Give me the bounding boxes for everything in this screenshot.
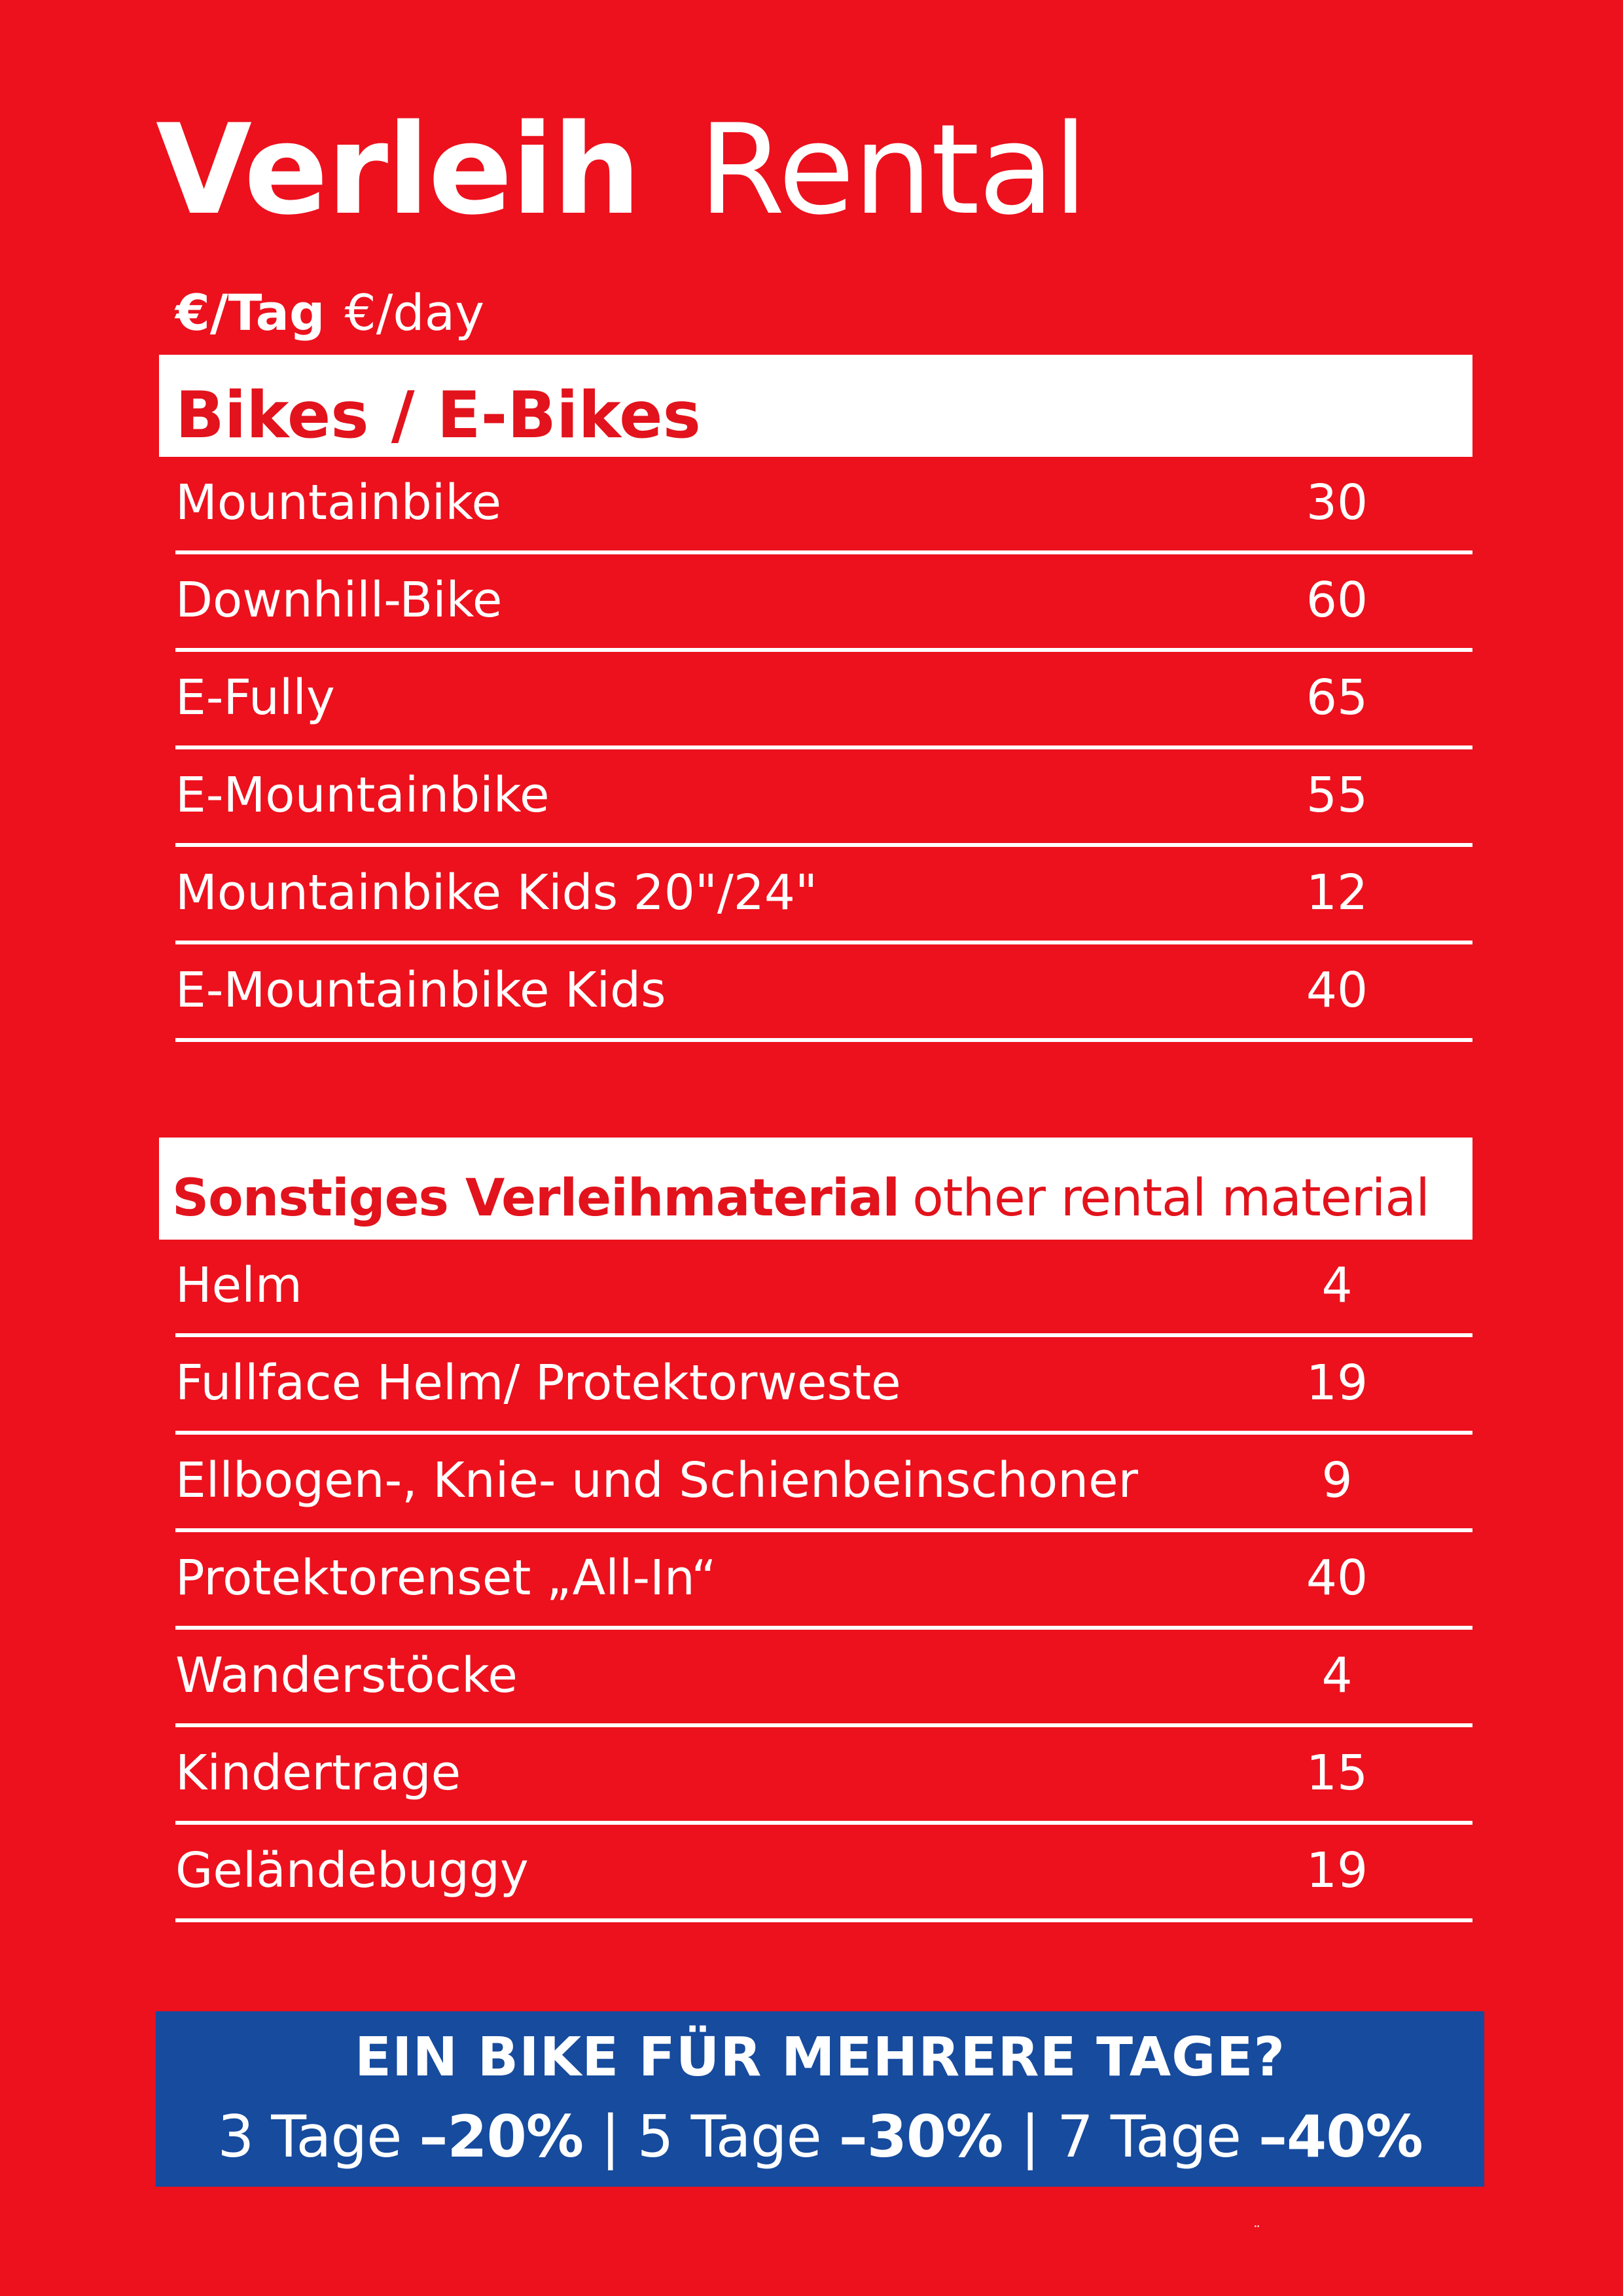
item-price: 40 — [1306, 962, 1368, 1018]
bikes-section-title: Bikes / E-Bikes — [175, 378, 701, 453]
item-name: Ellbogen-, Knie- und Schienbeinschoner — [175, 1452, 1139, 1509]
discount-tiers — [156, 2103, 1484, 2170]
item-name: Fullface Helm/ Protektorweste — [175, 1355, 901, 1411]
item-name: E-Fully — [175, 670, 335, 726]
bikes-section-header — [159, 355, 1472, 457]
tier-separator: | — [1020, 2103, 1039, 2170]
page-title — [156, 98, 1087, 242]
item-name: Geländebuggy — [175, 1842, 529, 1899]
item-name: E-Mountainbike — [175, 767, 550, 823]
item-name: Helm — [175, 1257, 302, 1314]
tier-separator: | — [601, 2103, 620, 2170]
item-price: 15 — [1306, 1745, 1368, 1801]
other-section-title-german: Sonstiges Verleihmaterial — [172, 1169, 900, 1228]
tier-days: 7 Tage — [1056, 2103, 1241, 2170]
item-name: Kindertrage — [175, 1745, 461, 1801]
price-row — [175, 1240, 1472, 1337]
other-section-header — [159, 1138, 1472, 1240]
item-price: 40 — [1306, 1550, 1368, 1606]
price-row — [175, 1337, 1472, 1435]
price-row — [175, 554, 1472, 652]
item-name: Protektorenset „All-In“ — [175, 1550, 717, 1606]
item-price: 19 — [1306, 1355, 1368, 1411]
price-row — [175, 1727, 1472, 1825]
item-price: 9 — [1321, 1452, 1353, 1509]
bikes-price-list — [175, 457, 1472, 1042]
other-price-list — [175, 1240, 1472, 1922]
item-price: 60 — [1306, 572, 1368, 628]
item-price: 30 — [1306, 475, 1368, 531]
tier-days: 5 Tage — [637, 2103, 821, 2170]
item-price: 12 — [1306, 865, 1368, 921]
item-name: Mountainbike Kids 20"/24" — [175, 865, 818, 921]
price-row — [175, 1630, 1472, 1727]
item-price: 19 — [1306, 1842, 1368, 1899]
price-row — [175, 652, 1472, 749]
item-price: 55 — [1306, 767, 1368, 823]
footnote-mark: ¨ — [1253, 2224, 1260, 2240]
price-row — [175, 749, 1472, 847]
title-german: Verleih — [156, 98, 640, 242]
other-section-title — [172, 1169, 1429, 1228]
unit-german: €/Tag — [175, 283, 325, 342]
tier-percent: –30% — [838, 2103, 1003, 2170]
tier-percent: –40% — [1258, 2103, 1423, 2170]
item-name: Wanderstöcke — [175, 1647, 518, 1704]
price-unit-label — [175, 280, 484, 346]
price-row — [175, 847, 1472, 944]
unit-english: €/day — [344, 283, 485, 342]
tier-percent: –20% — [419, 2103, 584, 2170]
discount-title: EIN BIKE FÜR MEHRERE TAGE? — [354, 2026, 1286, 2089]
tier-days: 3 Tage — [217, 2103, 402, 2170]
title-english: Rental — [698, 98, 1087, 242]
item-name: E-Mountainbike Kids — [175, 962, 666, 1018]
item-price: 4 — [1321, 1647, 1353, 1704]
item-price: 65 — [1306, 670, 1368, 726]
price-row — [175, 457, 1472, 554]
price-row — [175, 1532, 1472, 1630]
item-name: Mountainbike — [175, 475, 502, 531]
multi-day-discount-banner — [156, 2011, 1484, 2187]
price-row — [175, 944, 1472, 1042]
other-section-title-english: other rental material — [912, 1169, 1429, 1228]
item-price: 4 — [1321, 1257, 1353, 1314]
price-row — [175, 1435, 1472, 1532]
price-row — [175, 1825, 1472, 1922]
item-name: Downhill-Bike — [175, 572, 503, 628]
